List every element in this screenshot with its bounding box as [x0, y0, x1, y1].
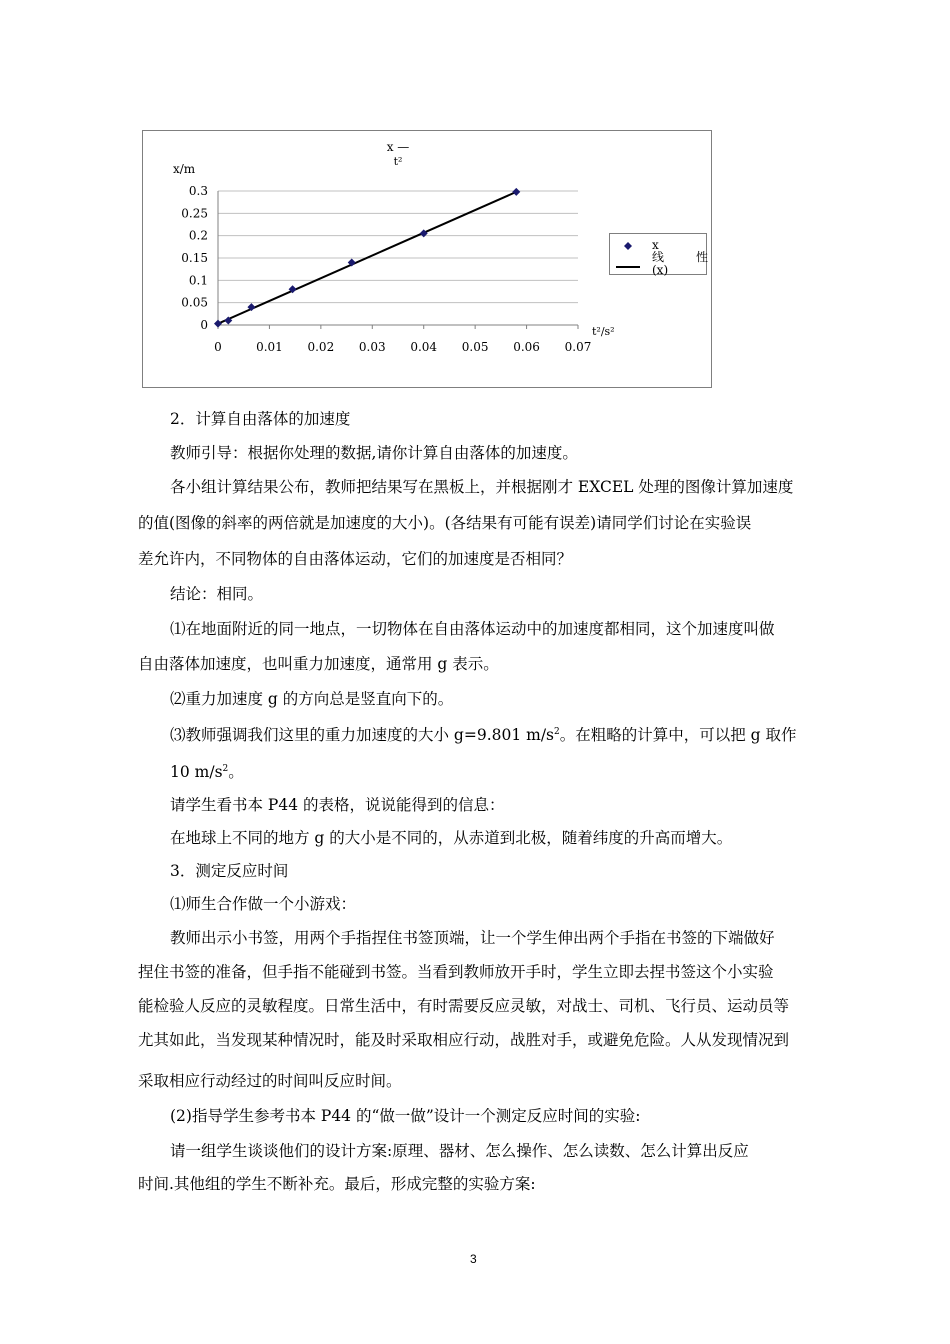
- text-run: 。在粗略的计算中，可以把 g 取作: [559, 726, 797, 744]
- paragraph: 教师引导：根据你处理的数据,请你计算自由落体的加速度。: [170, 444, 578, 462]
- chart-legend: [609, 233, 707, 275]
- y-tick-label: 0.1: [188, 273, 208, 288]
- x-tick-label: 0.07: [564, 340, 592, 354]
- data-point: [214, 320, 222, 328]
- x-tick-label: 0.03: [358, 340, 386, 354]
- x-tick-label: 0.01: [256, 340, 283, 354]
- y-axis-label: x/m: [173, 162, 196, 176]
- section-heading-2: 2．计算自由落体的加速度: [170, 410, 351, 428]
- x-tick-label: 0.02: [307, 340, 335, 354]
- section-heading-3: 3．测定反应时间: [170, 862, 289, 880]
- paragraph: 自由落体加速度，也叫重力加速度，通常用 g 表示。: [138, 655, 499, 673]
- paragraph: 差允许内，不同物体的自由落体运动，它们的加速度是否相同？: [138, 550, 573, 568]
- superscript: 2: [554, 727, 560, 737]
- legend-marker: [624, 242, 632, 250]
- chart-frame: [142, 130, 712, 388]
- paragraph: 捏住书签的准备，但手指不能碰到书签。当看到教师放开手时，学生立即去捏书签这个小实验: [138, 963, 774, 981]
- legend-label-line: (x): [652, 263, 669, 277]
- paragraph: 请学生看书本 P44 的表格，说说能得到的信息：: [170, 796, 505, 814]
- text-run: 。: [228, 763, 244, 781]
- paragraph: 尤其如此，当发现某种情况时，能及时采取相应行动，战胜对手，或避免危险。人从发现情况到: [138, 1031, 790, 1049]
- x-tick-label: 0: [214, 340, 222, 354]
- y-tick-label: 0.25: [181, 206, 208, 221]
- text-run: 10 m/s: [170, 763, 223, 781]
- paragraph: ⑵重力加速度 g 的方向总是竖直向下的。: [170, 690, 454, 708]
- paragraph: 请一组学生谈谈他们的设计方案:原理、器材、怎么操作、怎么读数、怎么计算出反应: [170, 1142, 749, 1160]
- x-tick-label: 0.06: [513, 340, 540, 354]
- text-run: ⑶教师强调我们这里的重力加速度的大小 g=9.801 m/s: [170, 726, 555, 744]
- x-tick-label: 0.04: [410, 340, 438, 354]
- paragraph: 在地球上不同的地方 g 的大小是不同的，从赤道到北极，随着纬度的升高而增大。: [170, 829, 733, 847]
- legend-label-line: 性: [696, 250, 709, 264]
- y-tick-label: 0.15: [181, 251, 208, 265]
- paragraph: (2)指导学生参考书本 P44 的“做一做”设计一个测定反应时间的实验:: [170, 1107, 641, 1125]
- y-tick-label: 0.3: [188, 184, 208, 198]
- chart-title-line-1: x —: [386, 140, 410, 154]
- x-axis-label: t²/s²: [592, 325, 615, 338]
- paragraph: 时间.其他组的学生不断补充。最后，形成完整的实验方案:: [138, 1175, 536, 1193]
- paragraph: [170, 759, 244, 782]
- legend-label-line: 线: [652, 250, 665, 264]
- paragraph: 各小组计算结果公布，教师把结果写在黑板上，并根据刚才 EXCEL 处理的图像计算加速度: [170, 478, 794, 496]
- paragraph: ⑴在地面附近的同一地点，一切物体在自由落体运动中的加速度都相同，这个加速度叫做: [170, 620, 775, 638]
- paragraph: 能检验人反应的灵敏程度。日常生活中，有时需要反应灵敏，对战士、司机、飞行员、运动员等: [138, 997, 790, 1015]
- superscript: 2: [222, 764, 229, 774]
- legend-graphics: [610, 234, 709, 277]
- page-number: 3: [470, 1252, 477, 1266]
- conclusion: 结论：相同。: [170, 585, 264, 603]
- legend-label-x: x: [652, 238, 659, 252]
- x-tick-label: 0.05: [461, 340, 489, 354]
- paragraph: 的值(图像的斜率的两倍就是加速度的大小)。(各结果有可能有误差)请同学们讨论在实验误: [138, 514, 752, 532]
- y-tick-label: 0.05: [181, 295, 208, 310]
- paragraph: [170, 722, 797, 745]
- y-tick-label: 0.2: [188, 228, 208, 243]
- paragraph: 教师出示小书签，用两个手指捏住书签顶端，让一个学生伸出两个手指在书签的下端做好: [170, 929, 775, 947]
- paragraph: ⑴师生合作做一个小游戏：: [170, 895, 357, 913]
- y-tick-label: 0: [200, 318, 208, 332]
- data-point: [512, 188, 520, 196]
- paragraph: 采取相应行动经过的时间叫反应时间。: [138, 1072, 402, 1090]
- chart-title-line-2: t²: [393, 155, 403, 168]
